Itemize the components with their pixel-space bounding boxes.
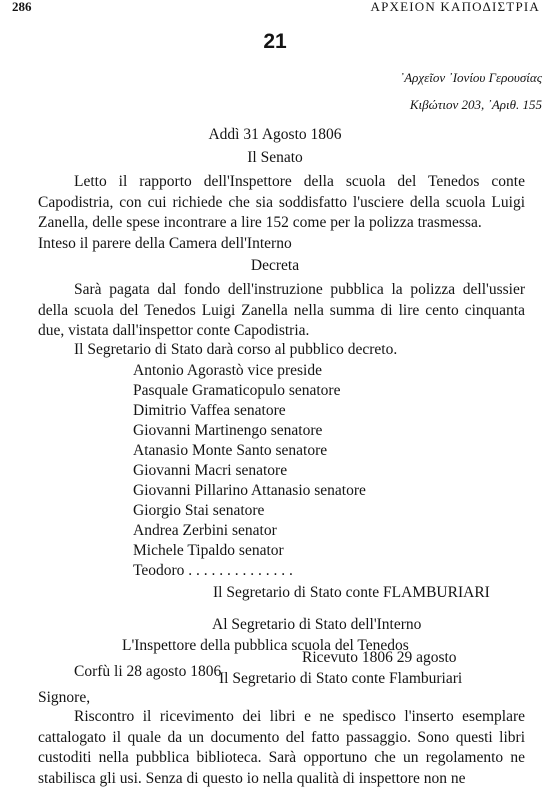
signer-line: Giovanni Pillarino Attanasio senatore: [133, 482, 366, 499]
signer-line: Andrea Zerbini senator: [133, 522, 277, 539]
segretario-line: Il Segretario di Stato darà corso al pubblico decreto.: [74, 341, 398, 358]
signer-line: Antonio Agorastò vice preside: [133, 362, 322, 379]
received-by: Il Segretario di Stato conte Flamburiari: [219, 670, 463, 687]
signer-line: Giovanni Macri senatore: [133, 462, 288, 479]
signer-line: Pasquale Gramaticopulo senatore: [133, 382, 341, 399]
decree-paragraph-1-text: Letto il rapporto dell'Inspettore della scuola del Tenedos conte Capodistria, con cui richiede che sia soddisfatto l'usciere della scuola Luigi Zanella, delle spese incontrare a lire 152 come per la polizza trasmessa.: [38, 173, 525, 231]
archive-reference-line-2: Κιβώτιον 203, ᾿Αριθ. 155: [409, 97, 542, 112]
archive-reference-line-1: ᾿Αρχεῖον ᾿Ιονίου Γερουσίας: [399, 70, 542, 85]
running-head: ΑΡΧΕΙΟΝ ΚΑΠΟΔΙΣΤΡΙΑ: [370, 0, 540, 14]
letter-place-date: Corfù li 28 agosto 1806: [74, 663, 222, 680]
signer-line: Atanasio Monte Santo senatore: [133, 442, 328, 459]
decree-date: Addì 31 Agosto 1806: [208, 126, 342, 143]
letter-addressee: Al Segretario di Stato dell'Interno: [212, 616, 422, 633]
signer-line: Giovanni Martinengo senatore: [133, 422, 323, 439]
letter-paragraph: Riscontro il ricevimento dei libri e ne spedisco l'inserto esemplare cattalogato il quale da un documento del fatto passaggio. Sono questi libri custoditi nella pubblica biblioteca. Sarà opportuno che un regolamento ne stabilisca gli usi. Senza di questo io nella qualità di inspettore non ne: [38, 708, 525, 787]
signer-line: Michele Tipaldo senator: [133, 542, 284, 559]
decree-paragraph-2: Sarà pagata dal fondo dell'instruzione pubblica la polizza dell'ussier della scuola del Tenedos Luigi Zanella nella summa di lire cento cinquanta due, vistata dall'inspettor conte Capodistria.: [38, 281, 525, 339]
decree-paragraph-1: [38, 172, 525, 254]
letter-salutation: Signore,: [38, 689, 91, 706]
decree-paragraph-1-tail: Inteso il parere della Camera dell'Interno: [38, 234, 292, 252]
decree-signature: Il Segretario di Stato conte FLAMBURIARI: [213, 584, 490, 601]
letter-sender: L'Inspettore della pubblica scuola del Tenedos: [122, 637, 409, 654]
received-note: Ricevuto 1806 29 agosto: [302, 649, 457, 666]
signer-line: Teodoro . . . . . . . . . . . . . .: [133, 562, 293, 579]
decreta-heading: Decreta: [250, 257, 300, 274]
page-number: 286: [12, 0, 32, 14]
decree-body: Il Senato: [247, 149, 303, 166]
signer-line: Dimitrio Vaffea senatore: [133, 402, 286, 419]
document-number: 21: [263, 30, 287, 53]
signer-line: Giorgio Stai senatore: [133, 502, 265, 519]
